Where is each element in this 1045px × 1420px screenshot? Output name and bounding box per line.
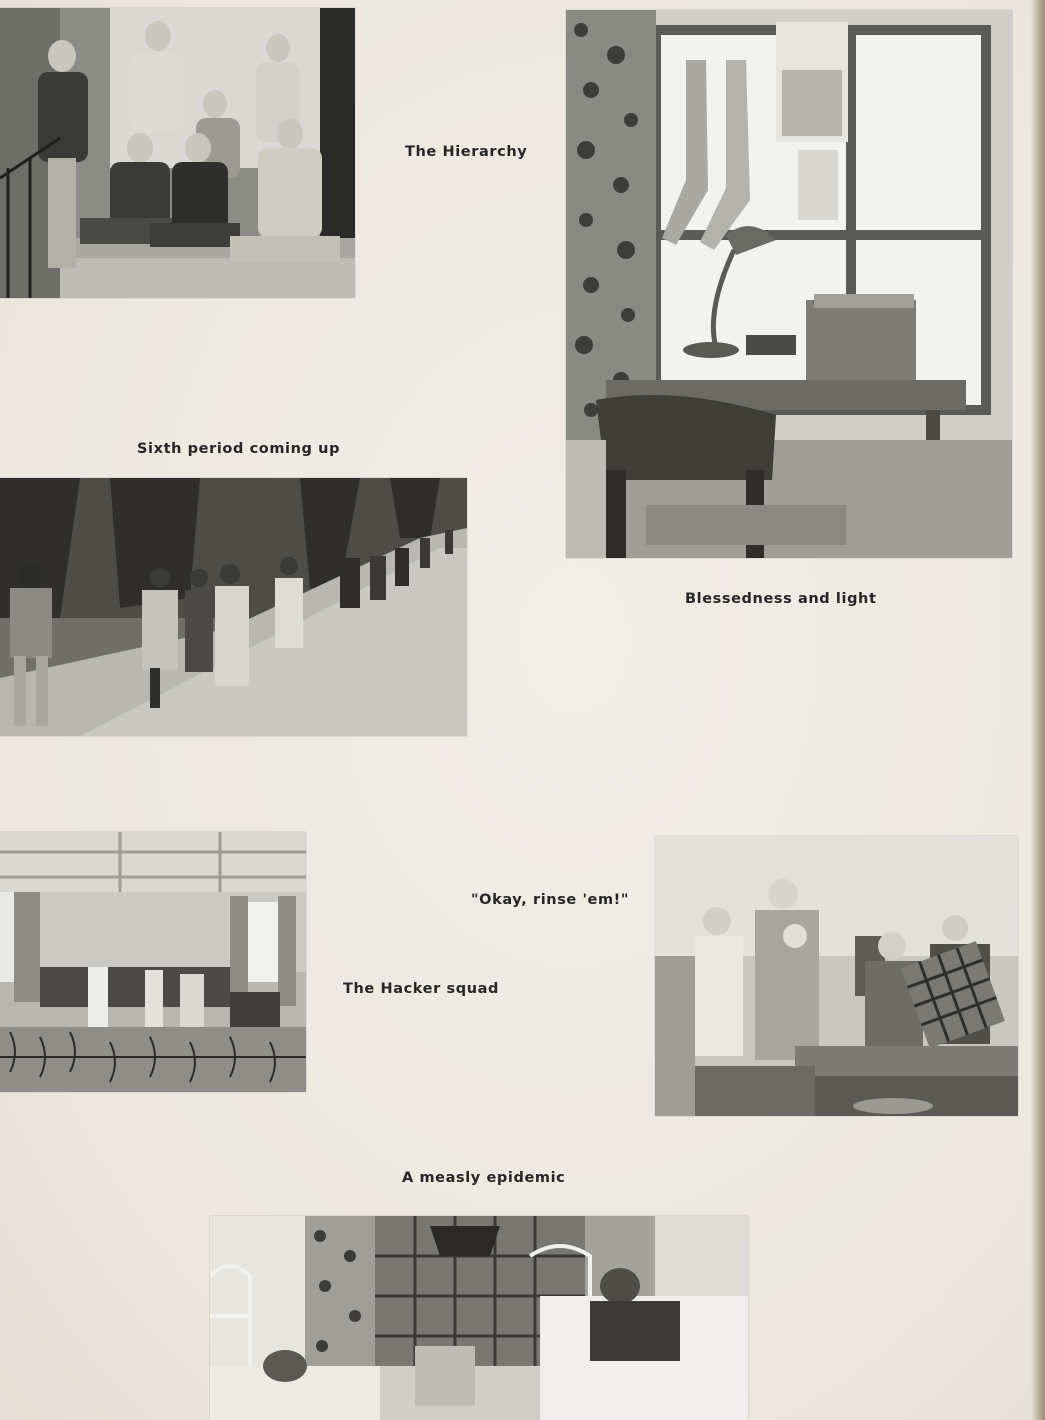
hierarchy-caption: The Hierarchy [405, 144, 528, 160]
group-on-steps-photo [0, 8, 355, 298]
sixth-period-caption: Sixth period coming up [137, 441, 341, 457]
blessedness-caption: Blessedness and light [685, 591, 877, 607]
page-binding-edge [1031, 0, 1045, 1420]
infirmary-beds-image [210, 1216, 748, 1420]
dorm-room-desk-image [566, 10, 1012, 558]
students-walking-path-image [0, 478, 467, 736]
infirmary-beds-photo [210, 1216, 748, 1420]
epidemic-caption: A measly epidemic [402, 1170, 566, 1186]
dorm-room-desk-photo [566, 10, 1012, 558]
group-on-steps-image [0, 8, 355, 298]
rinse-caption: "Okay, rinse 'em!" [471, 892, 630, 908]
dining-hall-image [0, 832, 306, 1092]
kitchen-crew-photo [655, 836, 1018, 1116]
hacker-caption: The Hacker squad [343, 981, 499, 997]
kitchen-crew-image [655, 836, 1018, 1116]
dining-hall-photo [0, 832, 306, 1092]
students-walking-path-photo [0, 478, 467, 736]
